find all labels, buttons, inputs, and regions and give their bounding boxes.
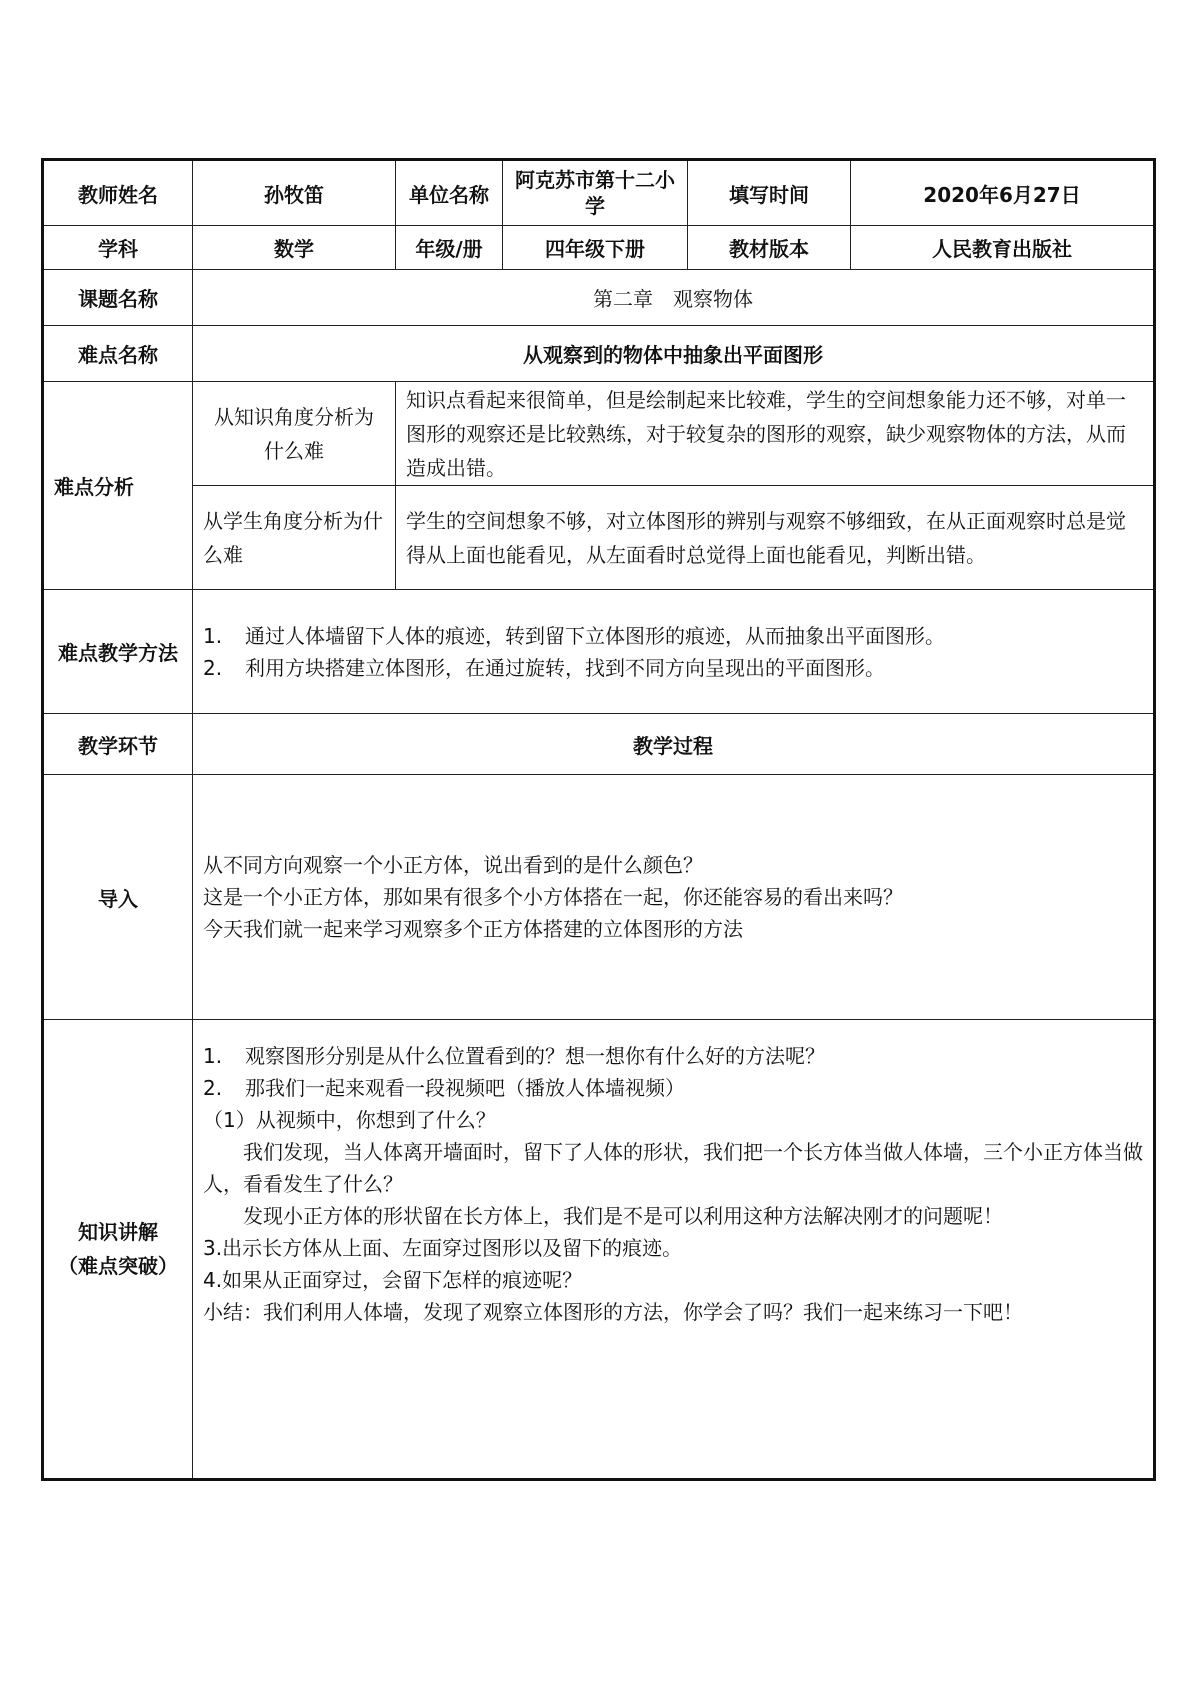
knowledge-content: [193, 1020, 1155, 1480]
knowledge-paragraph-2: 发现小正方体的形状留在长方体上，我们是不是可以利用这种方法解决刚才的问题呢！: [243, 1204, 1003, 1228]
topic-value: 第二章 观察物体: [193, 270, 1155, 326]
knowledge-item-4: 4.如果从正面穿过，会留下怎样的痕迹呢？: [203, 1268, 583, 1292]
knowledge-summary: 小结：我们利用人体墙，发现了观察立体图形的方法，你学会了吗？我们一起来练习一下吧！: [203, 1300, 1023, 1324]
difficulty-label: 难点名称: [43, 326, 193, 382]
knowledge-item-1: 1. 观察图形分别是从什么位置看到的？想一想你有什么好的方法呢？: [203, 1044, 825, 1068]
unit-label: 单位名称: [396, 160, 503, 226]
unit-value: 阿克苏市第十二小学: [503, 160, 688, 226]
knowledge-item-3: 3.出示长方体从上面、左面穿过图形以及留下的痕迹。: [203, 1236, 683, 1260]
process-step-label: 教学环节: [43, 714, 193, 775]
subject-value: 数学: [193, 226, 396, 270]
topic-label: 课题名称: [43, 270, 193, 326]
knowledge-paragraph-1: 我们发现，当人体离开墙面时，留下了人体的形状，我们把一个长方体当做人体墙，三个小正方体当做人，看看发生了什么？: [203, 1140, 1143, 1196]
subject-label: 学科: [43, 226, 193, 270]
knowledge-label: 知识讲解 （难点突破）: [43, 1020, 193, 1480]
intro-content: [193, 775, 1155, 1020]
student-angle-label: 从学生角度分析为什么难: [193, 486, 396, 590]
process-title: 教学过程: [193, 714, 1155, 775]
grade-value: 四年级下册: [503, 226, 688, 270]
analysis-label: 难点分析: [43, 382, 193, 590]
knowledge-question-1: （1）从视频中，你想到了什么？: [203, 1108, 496, 1132]
intro-line-1: 从不同方向观察一个小正方体，说出看到的是什么颜色？: [203, 853, 703, 877]
teacher-label: 教师姓名: [43, 160, 193, 226]
methods-list: [193, 590, 1155, 714]
date-value: 2020年6月27日: [851, 160, 1155, 226]
intro-line-2: 这是一个小正方体，那如果有很多个小方体搭在一起，你还能容易的看出来吗？: [203, 885, 903, 909]
intro-label: 导入: [43, 775, 193, 1020]
grade-label: 年级/册: [396, 226, 503, 270]
date-label: 填写时间: [688, 160, 851, 226]
knowledge-item-2: 2. 那我们一起来观看一段视频吧（播放人体墙视频）: [203, 1076, 685, 1100]
intro-line-3: 今天我们就一起来学习观察多个正方体搭建的立体图形的方法: [203, 917, 743, 941]
teacher-value: 孙牧笛: [193, 160, 396, 226]
edition-value: 人民教育出版社: [851, 226, 1155, 270]
methods-item-1: 1. 通过人体墙留下人体的痕迹，转到留下立体图形的痕迹，从而抽象出平面图形。: [203, 623, 945, 648]
difficulty-value: 从观察到的物体中抽象出平面图形: [193, 326, 1155, 382]
knowledge-angle-text: 知识点看起来很简单，但是绘制起来比较难，学生的空间想象能力还不够，对单一图形的观察还是比较熟练，对于较复杂的图形的观察，缺少观察物体的方法，从而造成出错。: [396, 382, 1155, 486]
edition-label: 教材版本: [688, 226, 851, 270]
methods-label: 难点教学方法: [43, 590, 193, 714]
knowledge-angle-label: 从知识角度分析为什么难: [193, 382, 396, 486]
lesson-form-table: [41, 158, 1156, 1481]
student-angle-text: 学生的空间想象不够，对立体图形的辨别与观察不够细致，在从正面观察时总是觉得从上面也能看见，从左面看时总觉得上面也能看见，判断出错。: [396, 486, 1155, 590]
methods-item-2: 2. 利用方块搭建立体图形，在通过旋转，找到不同方向呈现出的平面图形。: [203, 655, 885, 680]
